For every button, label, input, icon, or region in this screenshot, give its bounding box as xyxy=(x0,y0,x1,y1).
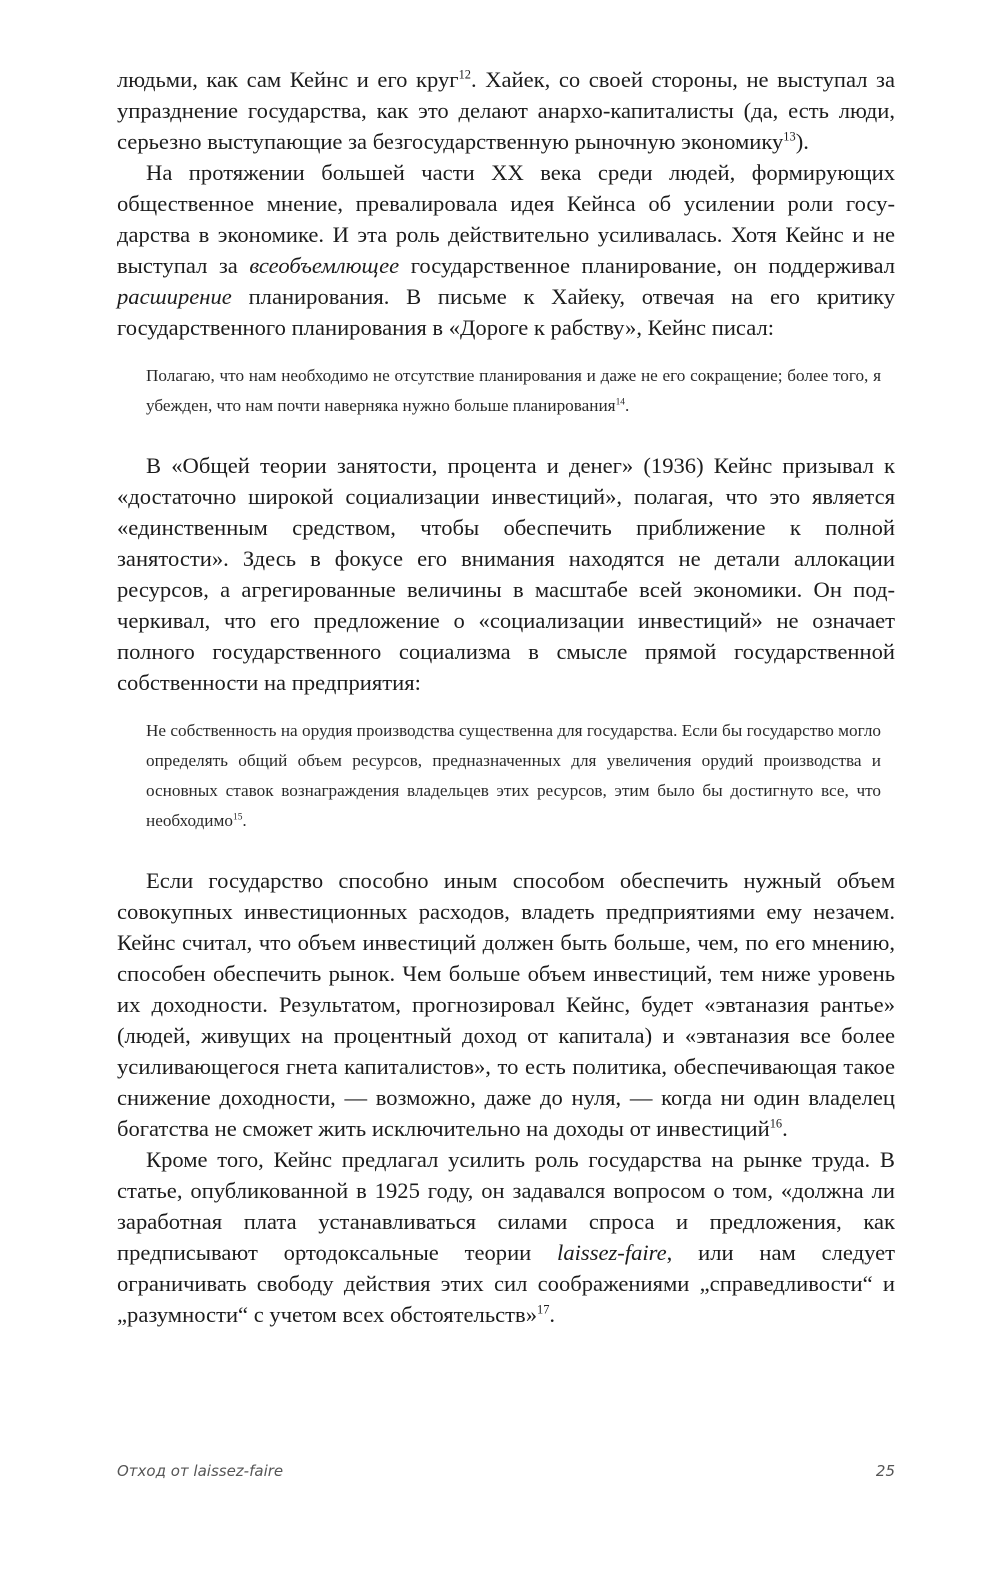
paragraph-2-text-c: планирования. В письме к Хайеку, отвечая на его критику государственного планирования в «Дороге к рабству», Кейнс писал: xyxy=(117,284,895,340)
footnote-ref-15[interactable]: 15 xyxy=(232,812,243,823)
paragraph-1-text-b: . Хайек, со своей стороны, не выступал за упразднение государства, как это делают анархо-капиталисты (да, есть люди, серьезно выступающие за безгосударственную рыночную экономику xyxy=(117,67,895,154)
paragraph-5 xyxy=(117,1144,895,1330)
footnote-ref-16[interactable]: 16 xyxy=(769,1116,783,1131)
footnote-ref-17[interactable]: 17 xyxy=(537,1302,550,1317)
paragraph-4-end: . xyxy=(782,1116,788,1141)
paragraph-1-text-a: людьми, как сам Кейнс и его круг xyxy=(117,67,459,92)
block-quote-1 xyxy=(146,361,881,421)
paragraph-1-text-c: ). xyxy=(795,129,809,154)
emphasis-all-encompassing: всеобъемлющее xyxy=(249,253,400,278)
block-quote-1-end: . xyxy=(625,396,630,415)
paragraph-5-end: . xyxy=(549,1302,556,1327)
paragraph-3-text: В «Общей теории занятости, процента и денег» (1936) Кейнс призывал к «достаточно широкой социализации инвестиций», полагая, что это является «единственным средством, чтобы обеспечить приближение к полной занятости». Здесь в фокусе его внимания находятся не детали аллокации ресурсов, а агрегированные величины в масштабе всей экономики. Он подчеркивал, что его предложение о «социализации инвестиций» не означает полного государственного социализма в смысле прямой государственной собственности на предприятия: xyxy=(117,453,895,695)
footnote-ref-14[interactable]: 14 xyxy=(615,397,626,408)
emphasis-laissez-faire: laissez-faire xyxy=(557,1240,667,1265)
paragraph-4-text: Если государство способно иным способом обеспечить нужный объем совокупных инвестиционных расходов, владеть предприятиями ему незачем. Кейнс считал, что объем инвестиций должен быть больше, чем, по его мнению, способен обеспечить рынок. Чем больше объем инвестиций, тем ниже уровень их доходности. Результатом, прогнозировал Кейнс, будет «эвтаназия рантье» (людей, живущих на процентный доход от капитала) и «эвтаназия все более усиливающегося гнета капиталистов», то есть политика, обеспечивающая такое снижение доходности, — возможно, даже до нуля, — когда ни один владелец богатства не сможет жить исключительно на доходы от инвестиций xyxy=(117,868,895,1141)
paragraph-5-text-a: Кроме того, Кейнс предлагал усилить роль государства на рынке труда. В статье, опубликованной в 1925 году, он задавался вопросом о том, «должна ли заработная плата устанавливаться силами спроса и предложения, как предписывают ортодоксальные теории xyxy=(117,1147,895,1265)
paragraph-1 xyxy=(117,64,895,157)
block-quote-2 xyxy=(146,716,881,836)
emphasis-expansion: расширение xyxy=(117,284,232,309)
block-quote-1-text: Полагаю, что нам необходимо не отсутствие планирования и даже не его сокращение; более того, я убежден, что нам почти наверняка нужно больше планирования xyxy=(146,366,881,415)
paragraph-4 xyxy=(117,865,895,1144)
page-body xyxy=(117,64,895,1330)
paragraph-2 xyxy=(117,157,895,343)
footnote-ref-12[interactable]: 12 xyxy=(458,67,471,82)
block-quote-2-end: . xyxy=(242,811,247,830)
paragraph-5-text-b: , или нам следует ограничивать свободу действия этих сил соображениями „справедливости“ и „разумности“ с учетом всех обстоятельств» xyxy=(117,1240,895,1327)
footnote-ref-13[interactable]: 13 xyxy=(783,129,796,144)
paragraph-2-text-a: На протяжении большей части XX века среди людей, формирующих общественное мнение, превалировала идея Кейнса об усилении роли государства в экономике. И эта роль действительно усиливалась. Хотя Кейнс и не выступал за xyxy=(117,160,895,278)
paragraph-3 xyxy=(117,450,895,698)
page-number: 25 xyxy=(875,1462,895,1480)
running-title: Отход от laissez-faire xyxy=(117,1462,284,1480)
block-quote-2-text: Не собственность на орудия производства существенна для государства. Если бы государство могло определять общий объем ресурсов, предназначенных для увеличения орудий производства и основных ставок вознаграждения владельцев этих ресурсов, этим было бы достигнуто все, что необходимо xyxy=(146,721,881,830)
paragraph-2-text-b: государственное планирование, он поддерживал xyxy=(399,253,895,278)
